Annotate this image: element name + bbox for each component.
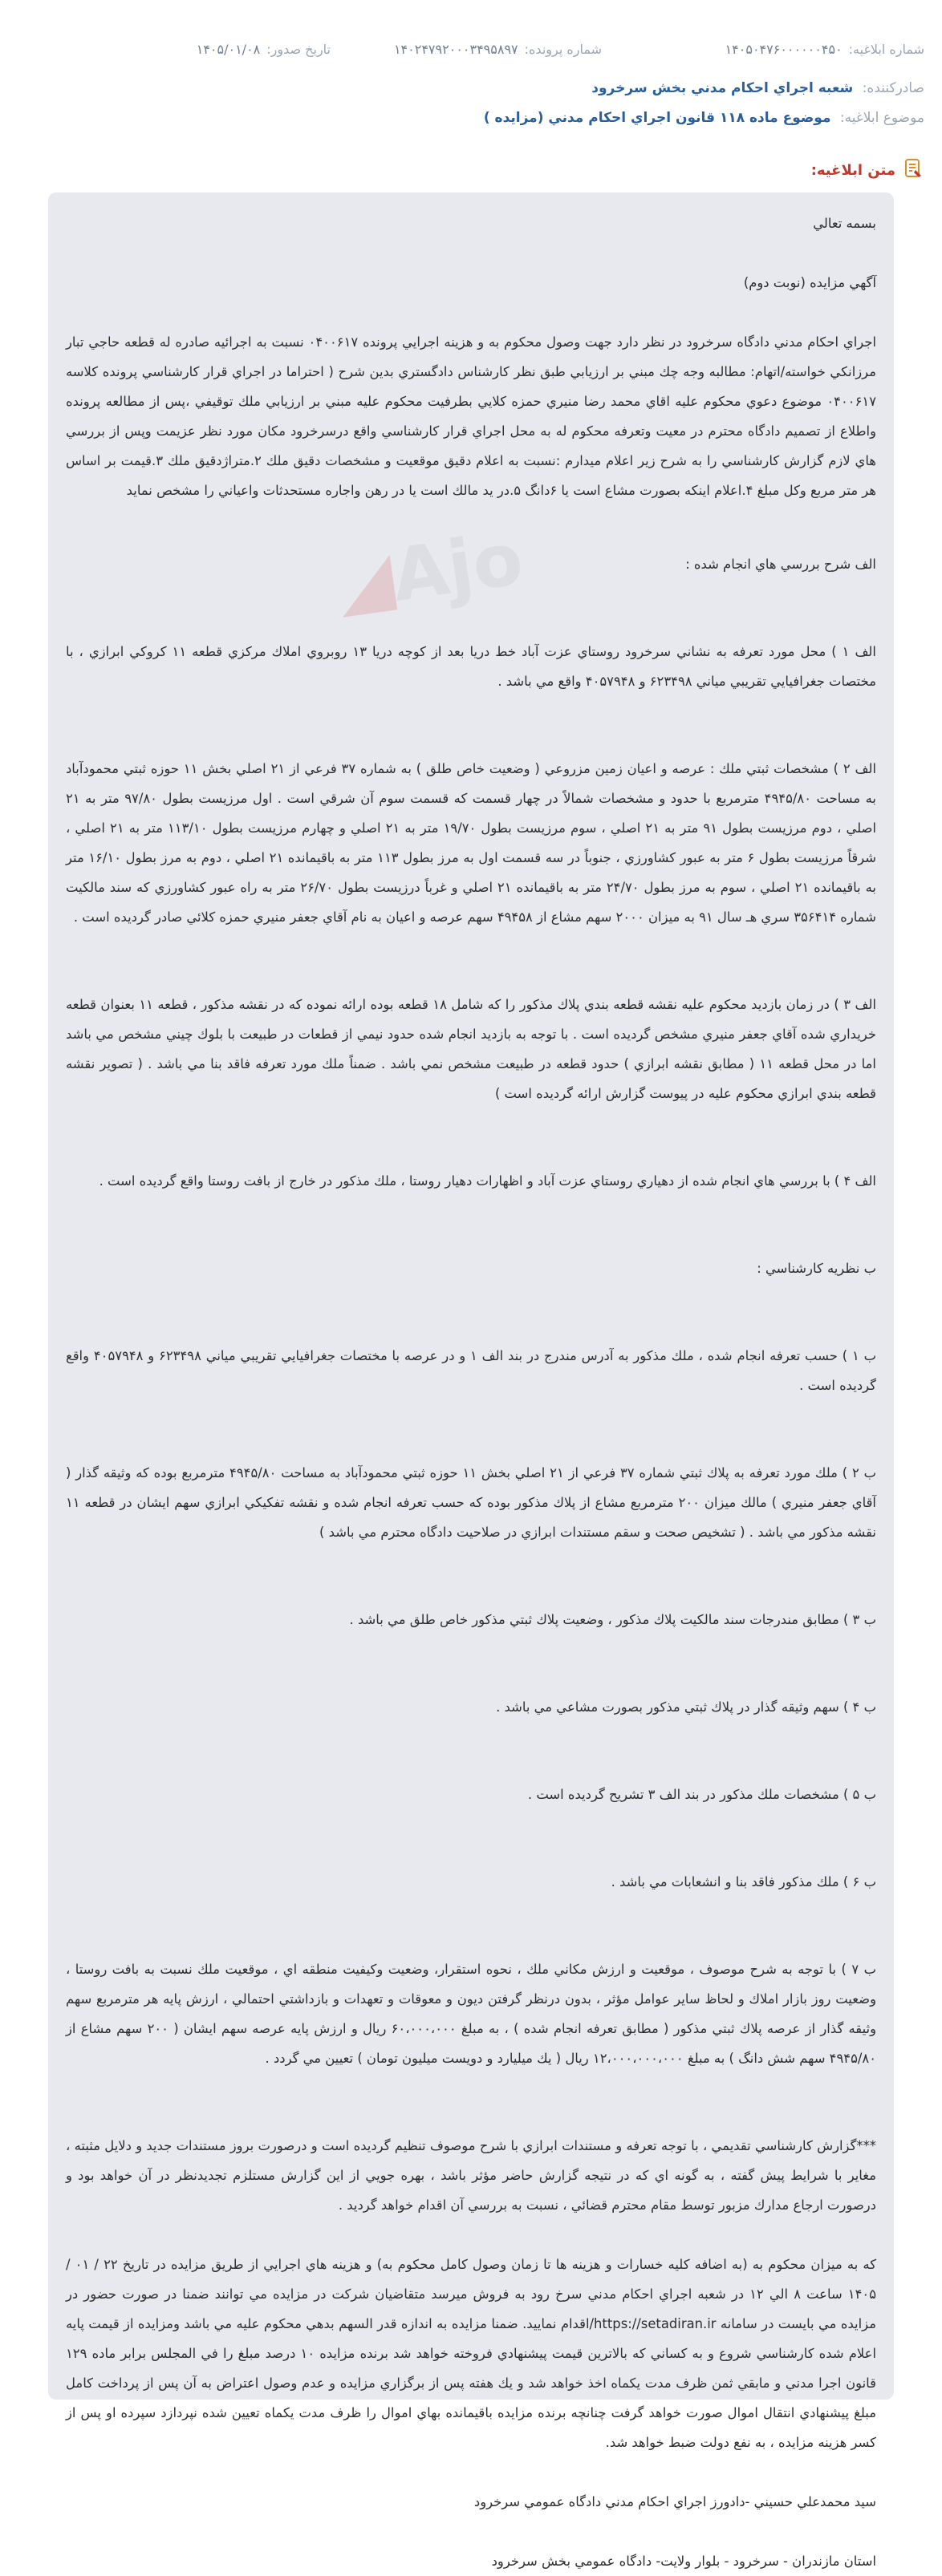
section-b3: ب ۳ ) مطابق مندرجات سند مالكيت پلاك مذكور ، وضعيت پلاك ثبتي مذكور خاص طلق مي باشد . xyxy=(349,1612,876,1627)
section-a2: الف ۲ ) مشخصات ثبتي ملك : عرصه و اعيان زمين مزروعي ( وضعيت خاص طلق ) به شماره ۳۷ فرعي از ۲۱ اصلي بخش ۱۱ حوزه ثبتي محمودآباد به مساحت ۴۹۴۵/۸۰ مترمربع با حدود و مشخصات شمالاً در چهار قسمت كه قسمت سوم آن شرقي است . اول مرزيست بطول ۹۷/۸۰ متر به ۲۱ اصلي ، دوم مرزيست بطول ۹۱ متر به ۲۱ اصلي ، سوم مرزيست بطول ۱۹/۷۰ متر به ۲۱ اصلي و چهارم مرزيست بطول ۱۱۳/۱۰ متر به ۲۱ اصلي ، شرقاً مرزيست بطول ۶ متر به عبور كشاورزي ، جنوباً در سه قسمت اول به مرز بطول ۱۱۳ متر به باقيمانده ۲۱ اصلي ، دوم به مرز بطول ۱۶/۱۰ متر به باقيمانده ۲۱ اصلي ، سوم به مرز بطول ۲۴/۷۰ متر به باقيمانده ۲۱ اصلي و غرباً درزيست بطول ۲۶/۷۰ متر به راه عبور كشاورزي كه سند مالكيت شماره ۳۵۶۴۱۴ سري هـ سال ۹۱ به ميزان ۲۰۰۰ سهم مشاع از ۴۹۴۵۸ سهم عرصه و اعيان به نام آقاي جعفر منيري حمزه كلائي صادر گرديده است . xyxy=(66,761,877,925)
section-a-heading: الف شرح بررسي هاي انجام شده : xyxy=(685,557,876,572)
subject-row xyxy=(484,110,924,126)
watermark-logo: ◢ xyxy=(331,534,399,626)
notice-text-heading xyxy=(811,157,924,184)
subject-label: موضوع ابلاغيه: xyxy=(839,110,924,126)
auction-title: آگهي مزايده (نوبت دوم) xyxy=(743,275,876,290)
section-b1: ب ۱ ) حسب تعرفه انجام شده ، ملك مذكور به آدرس مندرج در بند الف ۱ و در عرصه با مختصات جغرافيايي تقريبي مياني ۶۲۳۴۹۸ و ۴۰۵۷۹۴۸ واقع گرديده است . xyxy=(66,1348,876,1393)
case-number xyxy=(394,42,602,57)
signatory: سيد محمدعلي حسيني -دادورز اجراي احكام مدني دادگاه عمومي سرخرود xyxy=(473,2494,876,2509)
section-a3: الف ۳ ) در زمان بازديد محكوم عليه نقشه قطعه بندي پلاك مذكور را كه شامل ۱۸ قطعه بوده ارائه نموده كه در نقشه مذكور ، قطعه ۱۱ بعنوان قطعه خريداري شده آقاي جعفر منيري مشخص گرديده است . با توجه به بازديد انجام شده حدود نيمي از قطعات در طبيعت با بلوك چيني مشخص مي باشد اما در محل قطعه ۱۱ ( مطابق نقشه ابرازي ) حدود قطعه در طبيعت مشخص نمي باشد . ضمناً ملك مورد تعرفه فاقد بنا مي باشد . ( تصوير نقشه قطعه بندي ابرازي محكوم عليه در پيوست گزارش ارائه گرديده است ) xyxy=(66,997,876,1101)
issuer-value: شعبه اجراي احكام مدني بخش سرخرود xyxy=(591,80,854,96)
issuer-label: صادرکننده: xyxy=(862,80,924,96)
section-b6: ب ۶ ) ملك مذكور فاقد بنا و انشعابات مي باشد . xyxy=(611,1874,876,1889)
section-b2: ب ۲ ) ملك مورد تعرفه به پلاك ثبتي شماره ۳۷ فرعي از ۲۱ اصلي بخش ۱۱ حوزه ثبتي محمودآباد به مساحت ۴۹۴۵/۸۰ مترمربع بوده كه وثيقه گذار ( آقاي جعفر منيري ) مالك ميزان ۲۰۰ مترمربع مشاع از پلاك مذكور بوده كه حسب تعرفه انجام شده و نقشه تفكيكي ابرازي سهم ايشان در قطعه ۱۱ نقشه مذكور مي باشد . ( تشخيص صحت و سقم مستندات ابرازي در صلاحيت دادگاه محترم مي باشد ) xyxy=(66,1465,877,1540)
notice-body-text xyxy=(66,209,876,2576)
issue-date-value: ۱۴۰۵/۰۱/۰۸ xyxy=(196,42,261,57)
section-b4: ب ۴ ) سهم وثيقه گذار در پلاك ثبتي مذكور بصورت مشاعي مي باشد . xyxy=(496,1699,876,1715)
notice-number-value: ۱۴۰۵۰۴۷۶۰۰۰۰۰۰۴۵۰ xyxy=(725,42,843,57)
section-b-heading: ب نظريه كارشناسي : xyxy=(757,1261,876,1276)
section-b7: ب ۷ ) با توجه به شرح موصوف ، موقعيت و ارزش مكاني ملك ، نحوه استقرار، وضعيت وكيفيت منطقه اي ، موقعيت ملك نسبت به بافت روستا ، وضعيت روز بازار املاك و لحاظ ساير عوامل مؤثر ، بدون درنظر گرفتن ديون و معوقات و تعهدات و بازداشتي احتمالي ، ارزش پايه هر مترمربع سهم وثيقه گذار از عرصه پلاك ثبتي مذكور ( مطابق تعرفه انجام شده ) ، به مبلغ ۶۰،۰۰۰،۰۰۰ ريال و ارزش پايه عرصه سهم ايشان ( ۲۰۰ سهم مشاع از ۴۹۴۵/۸۰ سهم شش دانگ ) به مبلغ ۱۲،۰۰۰،۰۰۰،۰۰۰ ريال ( يك ميليارد و دويست ميليون تومان ) تعيين مي گردد . xyxy=(66,1962,877,2066)
section-b5: ب ۵ ) مشخصات ملك مذكور در بند الف ۳ تشريح گرديده است . xyxy=(527,1787,876,1802)
notice-text-title: متن ابلاغيه: xyxy=(810,162,895,179)
issue-date xyxy=(197,42,331,57)
auction-conditions: كه به ميزان محكوم به (به اضافه كليه خسارات و هزينه ها تا زمان وصول كامل محكوم به) و هزينه هاي اجرايي از طريق مزايده در تاريخ ۲۲ / ۰۱ / ۱۴۰۵ ساعت ۸ الي ۱۲ در شعبه اجراي احكام مدني سرخ رود به فروش ميرسد متقاضيان شركت در مزايده مي توانند ضمنا در صورت حضور در مزايده مي بايست در سامانه https://setadiran.ir/اقدام نماييد. ضمنا مزايده به اندازه قدر السهم بدهي محكوم عليه مي باشد ومزايده از قيمت پايه اعلام شده كارشناسي شروع و به كساني كه بالاترين قيمت پيشنهادي فروخته خواهد شد برنده مزايده ۱۰ درصد مبلغ را في المجلس برابر ماده ۱۲۹ قانون اجرا مدني و مابقي ثمن ظرف مدت يكماه اخذ خواهد شد و يك هفته پس از برگزاري مزايده و عدم وصول اعتراض به آن پس از پرداخت كامل مبلغ پيشنهادي انتقال اموال صورت خواهد گرفت چنانچه برنده مزايده باقيمانده بهاي اموال را ظرف مدت يكماه تعيين شده نپردازد سپرده او پس از كسر هزينه مزايده ، به نفع دولت ضبط خواهد شد. xyxy=(66,2257,877,2450)
expert-report-note: ***گزارش كارشناسي تقديمي ، با توجه تعرفه و مستندات ابرازي با شرح موصوف تنظيم گرديده است و درصورت بروز مستندات جديد و دلايل مثبته ، مغاير با شرايط پيش گفته ، به گونه اي كه در نتيجه گزارش حاضر مؤثر باشد ، بهره جويي از اين گزارش مستلزم تجديدنظر در آن خواهد بود و درصورت ارجاع مدارك مزبور توسط مقام محترم قضائي ، نسبت به بررسي آن اقدام خواهد گرديد . xyxy=(66,2138,876,2213)
notice-number-label: شماره ابلاغيه: xyxy=(848,42,924,57)
case-number-label: شماره پرونده: xyxy=(524,42,602,57)
case-number-value: ۱۴۰۲۴۷۹۲۰۰۰۳۴۹۵۸۹۷ xyxy=(393,42,518,57)
greeting: بسمه تعالي xyxy=(813,216,876,231)
issue-date-label: تاريخ صدور: xyxy=(266,42,331,57)
document-icon xyxy=(902,157,924,184)
notice-body-panel xyxy=(48,192,894,2569)
section-a4: الف ۴ ) با بررسي هاي انجام شده از دهياري روستاي عزت آباد و اظهارات دهيار روستا ، ملك مذكور در خارج از بافت روستا واقع گرديده است . xyxy=(99,1173,876,1189)
subject-value: موضوع ماده ۱۱۸ قانون اجراي احكام مدني (مزايده ) xyxy=(483,110,831,126)
intro-paragraph: اجراي احكام مدني دادگاه سرخرود در نظر دارد جهت وصول محكوم به و هزينه اجرايي پرونده ۰۴۰۰۶۱۷ نسبت به اجرائيه صادره له قطعه حاجي تبار مرزانكي خواسته/اتهام: مطالبه وجه چك مبني بر ارزيابي طبق نظر كارشناس دادگستري بدين شرح ( احتراما در اجراي قرار كارشناسي پرونده كلاسه ۰۴۰۰۶۱۷ موضوع دعوي محكوم عليه اقاي محمد رضا منيري حمزه كلايي بطرفيت محكوم عليه مبني بر ارزيابي ملك توقيفي ،پس از مطالعه پرونده واطلاع از تصميم دادگاه محترم در معيت وتعرفه محكوم له به محل اجراي قرار كارشناسي واقع درسرخرود مكان مورد نظر عزيمت وپس از بررسي هاي لازم گزارش كارشناسي را به شرح زير اعلام ميدارم :نسبت به اعلام دقيق موقعيت و مشخصات دقيق ملك ۲.متراژدقيق ملك ۳.قيمت بر اساس هر متر مربع وكل مبلغ ۴.اعلام اينكه بصورت مشاع است يا ۶دانگ ۵.در يد مالك است يا در رهن واجاره مستحدثات واعياني را مشخص نمايد xyxy=(66,334,877,498)
section-a1: الف ۱ ) محل مورد تعرفه به نشاني سرخرود روستاي عزت آباد خط دريا بعد از كوچه دريا ۱۳ روبروي املاك مركزي قطعه ۱۱ كروكي ابرازي ، با مختصات جغرافيايي تقريبي مياني ۶۲۳۴۹۸ و ۴۰۵۷۹۴۸ واقع مي باشد . xyxy=(66,644,876,689)
watermark-text: Ajo xyxy=(387,516,528,618)
notice-number xyxy=(725,42,924,57)
issuer-row xyxy=(591,80,924,96)
court-address: استان مازندران - سرخرود - بلوار ولايت- دادگاه عمومي بخش سرخرود xyxy=(491,2554,876,2569)
